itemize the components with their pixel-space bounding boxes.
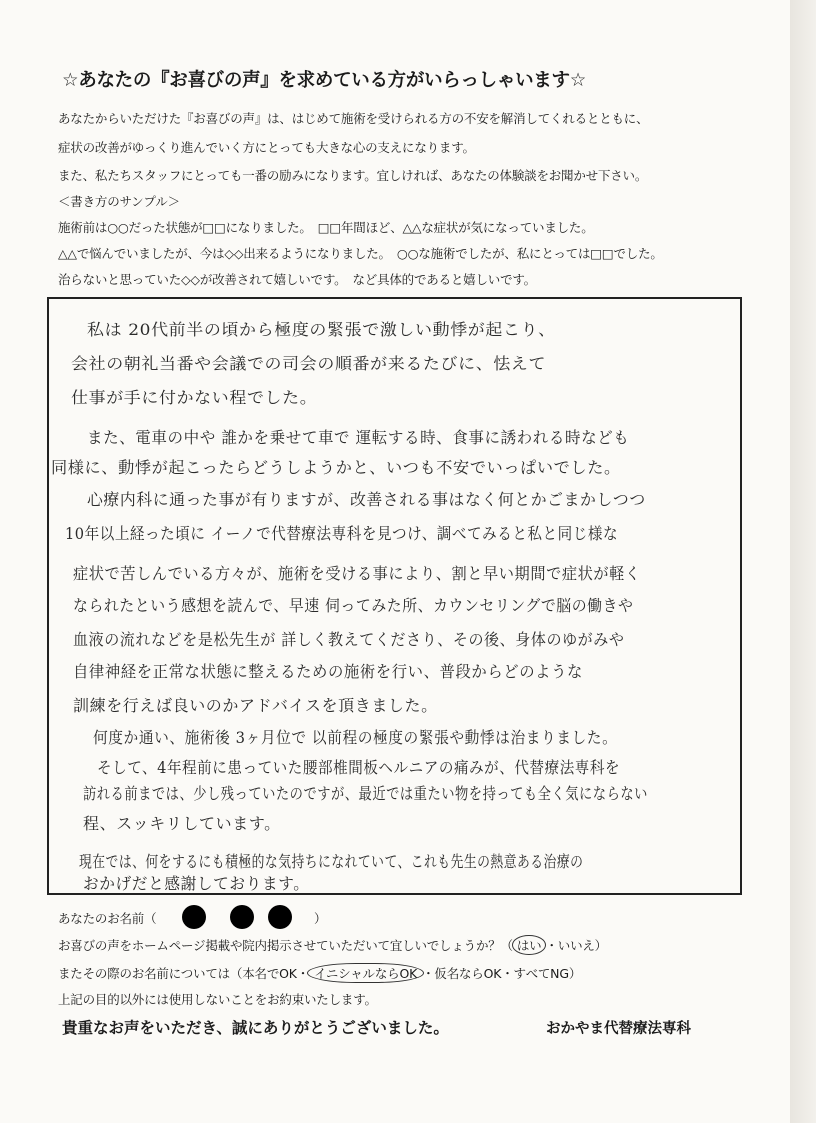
- consent-yes-option[interactable]: はい: [512, 935, 547, 955]
- clinic-name: おかやま代替療法専科: [546, 1021, 691, 1037]
- testimonial-line: 会社の朝礼当番や会議での司会の順番が来るたびに、怯えて: [71, 354, 547, 373]
- name-display-prefix: またその際のお名前については（本名でOK・: [58, 966, 310, 981]
- initial-option[interactable]: イニシャルならOK: [307, 963, 424, 983]
- consent-row: [58, 936, 607, 954]
- purpose-note: 上記の目的以外には使用しないことをお約束いたします。: [58, 992, 377, 1007]
- sample-line-2: △△で悩んでいましたが、今は◇◇出来るようになりました。 ○○な施術でしたが、私にとっては□□でした。: [58, 246, 663, 261]
- paper-edge: [790, 0, 816, 1123]
- intro-line-3: また、私たちスタッフにとっても一番の励みになります。宜しければ、あなたの体験談をお聞かせ下さい。: [58, 168, 648, 183]
- page-title: ☆あなたの『お喜びの声』を求めている方がいらっしゃいます☆: [62, 70, 586, 91]
- testimonial-line: 心療内科に通った事が有りますが、改善される事はなく何とかごまかしつつ: [87, 490, 646, 509]
- testimonial-line: 訓練を行えば良いのかアドバイスを頂きました。: [73, 696, 438, 715]
- sample-line-1: 施術前は○○だった状態が□□になりました。 □□年間ほど、△△な症状が気になっていました。: [58, 220, 594, 235]
- redaction-dot: [230, 905, 254, 929]
- redaction-dot: [268, 905, 292, 929]
- consent-question: お喜びの声をホームページ掲載や院内掲示させていただいて宜しいでしょうか？（: [58, 938, 513, 953]
- intro-line-1: あなたからいただけた『お喜びの声』は、はじめて施術を受けられる方の不安を解消してくれるとともに、: [58, 111, 649, 126]
- testimonial-line: おかげだと感謝しております。: [83, 874, 310, 893]
- name-redaction: [182, 905, 297, 929]
- closing-message: 貴重なお声をいただき、誠にありがとうございました。: [62, 1019, 449, 1037]
- testimonial-line: 訪れる前までは、少し残っていたのですが、最近では重たい物を持っても全く気にならない: [83, 784, 648, 803]
- consent-no-option[interactable]: ・いいえ）: [545, 938, 607, 953]
- testimonial-line: 現在では、何をするにも積極的な気持ちになれていて、これも先生の熱意ある治療の: [79, 852, 584, 871]
- name-display-row: [58, 964, 581, 982]
- testimonial-line: 仕事が手に付かない程でした。: [71, 388, 318, 407]
- name-label: あなたのお名前（: [58, 911, 157, 926]
- sample-heading: ＜書き方のサンプル＞: [58, 194, 180, 209]
- testimonial-line: 10年以上経った頃に イーノで代替療法専科を見つけ、調べてみると私と同じ様な: [65, 524, 619, 543]
- sample-line-3: 治らないと思っていた◇◇が改善されて嬉しいです。 など具体的であると嬉しいです。: [58, 272, 536, 287]
- testimonial-line: 症状で苦しんでいる方々が、施術を受ける事により、割と早い期間で症状が軽く: [73, 564, 641, 583]
- testimonial-line: 私は 20代前半の頃から極度の緊張で激しい動悸が起こり、: [87, 320, 556, 339]
- testimonial-line: 血液の流れなどを是松先生が 詳しく教えてくださり、その後、身体のゆがみや: [73, 630, 625, 649]
- testimonial-line: なられたという感想を読んで、早速 伺ってみた所、カウンセリングで脳の働きや: [73, 596, 634, 615]
- testimonial-line: 自律神経を正常な状態に整えるための施術を行い、普段からどのような: [73, 662, 583, 681]
- intro-line-2: 症状の改善がゆっくり進んでいく方にとっても大きな心の支えになります。: [58, 140, 475, 155]
- testimonial-line: 程、スッキリしています。: [83, 814, 281, 833]
- testimonial-box: [47, 297, 742, 895]
- testimonial-line: 同様に、動悸が起こったらどうしようかと、いつも不安でいっぱいでした。: [51, 458, 621, 477]
- testimonial-line: そして、4年程前に患っていた腰部椎間板ヘルニアの痛みが、代替療法専科を: [97, 758, 621, 777]
- name-close: ）: [313, 911, 327, 926]
- testimonial-line: また、電車の中や 誰かを乗せて車で 運転する時、食事に誘われる時なども: [87, 428, 630, 447]
- testimonial-line: 何度か通い、施術後 3ヶ月位で 以前程の極度の緊張や動悸は治まりました。: [93, 728, 618, 747]
- name-display-suffix: ・仮名ならOK・すべてNG）: [422, 966, 582, 981]
- redaction-dot: [182, 905, 206, 929]
